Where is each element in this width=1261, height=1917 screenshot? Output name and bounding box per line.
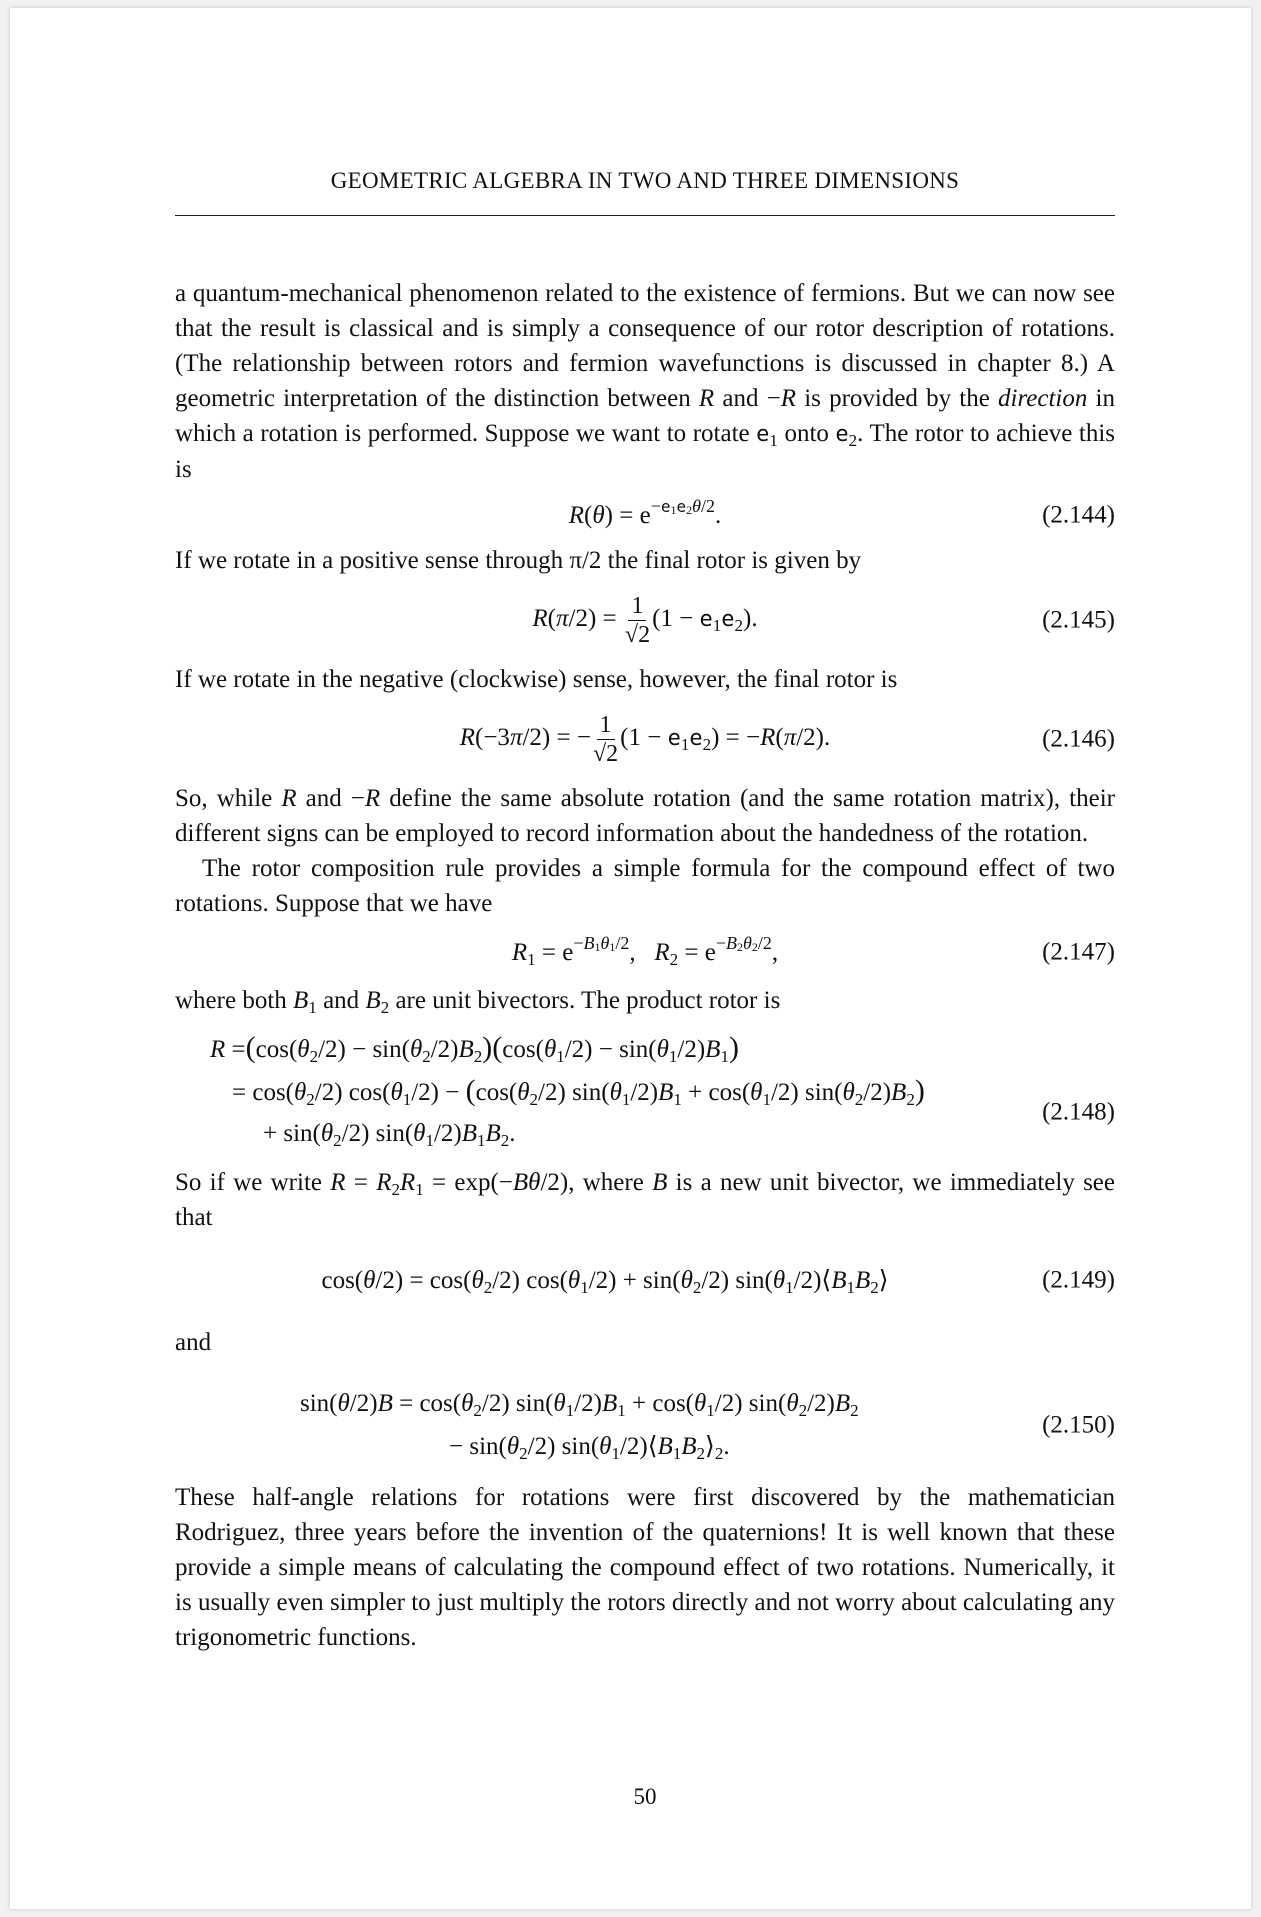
paragraph-1: a quantum-mechanical phenomenon related to the existence of fermions. But we can now see that the result is classical and is simply a consequence of our rotor description of rotations. (The relationship between rotors and fermion wavefunctions is discussed in chapter 8.) A geometric interpretation of the distinction between R and −R is provided by the direction in which a rotation is performed. Suppose we want to rotate $e_1$ onto $e_2$. The rotor to achieve this is xyxy=(175,280,1115,483)
equation-number: (2.144) xyxy=(1042,501,1115,529)
page-body xyxy=(175,276,1115,1655)
equation-2-146: R(−3π/2) = − $\frac{1}{√2}$ $(1 - e_1e_2) = -R(\pi/2)$. (2.146) xyxy=(459,711,1115,767)
paragraph-6: where both $B_1$ and $B_2$ are unit bivectors. The product rotor is xyxy=(175,987,781,1017)
paragraph-9: These half-angle relations for rotations were first discovered by the mathematician Rodriguez, three years before the invention of the quaternions! It is well known that these provide a simple means of calculating the compound effect of two rotations. Numerically, it is usually even simpler to just multiply the rotors directly and not worry about calculating any trigonometric functions. xyxy=(175,1484,1115,1651)
equation-2-145: R(π/2) = $\frac{1}{√2}$ $(1 - e_1e_2)$. (2.145) xyxy=(532,592,1115,648)
paragraph-2: If we rotate in a positive sense through π/2 the final rotor is given by xyxy=(175,547,862,574)
equation-2-147: $R_1 = e^{-B_1\theta_1/2}$, $R_2 = e^{-B_2\theta_2/2}$, (2.147) xyxy=(511,932,1115,969)
equation-number: (2.146) xyxy=(1042,725,1115,753)
equation-2-144: $R(\theta) = e^{-e_1e_2\theta/2}$. (2.144) xyxy=(175,487,1115,543)
equation-2-150: $\sin(\theta/2)B = \cos(\theta_2/2) \sin(\theta_1/2)B_1 + \cos(\theta_1/2)$ $\sin(\theta_2/2)B_2$ − $\sin(\theta_2/2)$ $\sin(\theta_1/2)⟨B_1B_2⟩_2$. (2.150) xyxy=(300,1390,1115,1463)
equation-number: (2.147) xyxy=(1042,938,1115,966)
header-rule xyxy=(175,215,1115,216)
paragraph-8: and xyxy=(175,1329,212,1356)
paragraph-7: So if we write $R = R_2R_1 = \exp(-B\theta/2)$, where B is a new unit bivector, we immediately see that xyxy=(175,1169,1115,1231)
equation-number: (2.148) xyxy=(1042,1098,1115,1126)
equation-number: (2.150) xyxy=(1042,1411,1115,1439)
page-number: 50 xyxy=(633,1784,657,1809)
running-header: GEOMETRIC ALGEBRA IN TWO AND THREE DIMENSIONS xyxy=(330,168,960,193)
equation-2-149: $\cos(\theta/2) = \cos(\theta_2/2) \cos(\theta_1/2) + \sin(\theta_2/2)$ $\sin(\theta_1/2)⟨B_1B_2⟩$ (2.149) xyxy=(175,1235,1115,1325)
paragraph-3: If we rotate in the negative (clockwise) sense, however, the final rotor is xyxy=(175,666,898,693)
equation-number: (2.145) xyxy=(1042,606,1115,634)
paragraph-4: So, while R and −R define the same absolute rotation (and the same rotation matrix), their different signs can be employed to record information about the handedness of the rotation. xyxy=(175,785,1115,847)
paragraph-5: The rotor composition rule provides a simple formula for the compound effect of two rotations. Suppose that we have xyxy=(175,855,1115,917)
equation-number: (2.149) xyxy=(1042,1266,1115,1294)
equation-2-148: $R =(\cos(\theta_2/2) - \sin(\theta_2/2)B_2)(\cos(\theta_1/2) - \sin(\theta_1/2)B_1)$ = $\cos(\theta_2/2) \cos(\theta_1/2) - (\cos(\theta_2/2) \sin(\theta_1/2)B_1 + \cos(\theta_1/2)$ $\sin(\theta_2/2)B_2$) + $\sin(\theta_2/2)$ $\sin(\theta_1/2)B_1B_2$. (2.148) xyxy=(210,1031,1115,1150)
document-page xyxy=(10,8,1251,1909)
